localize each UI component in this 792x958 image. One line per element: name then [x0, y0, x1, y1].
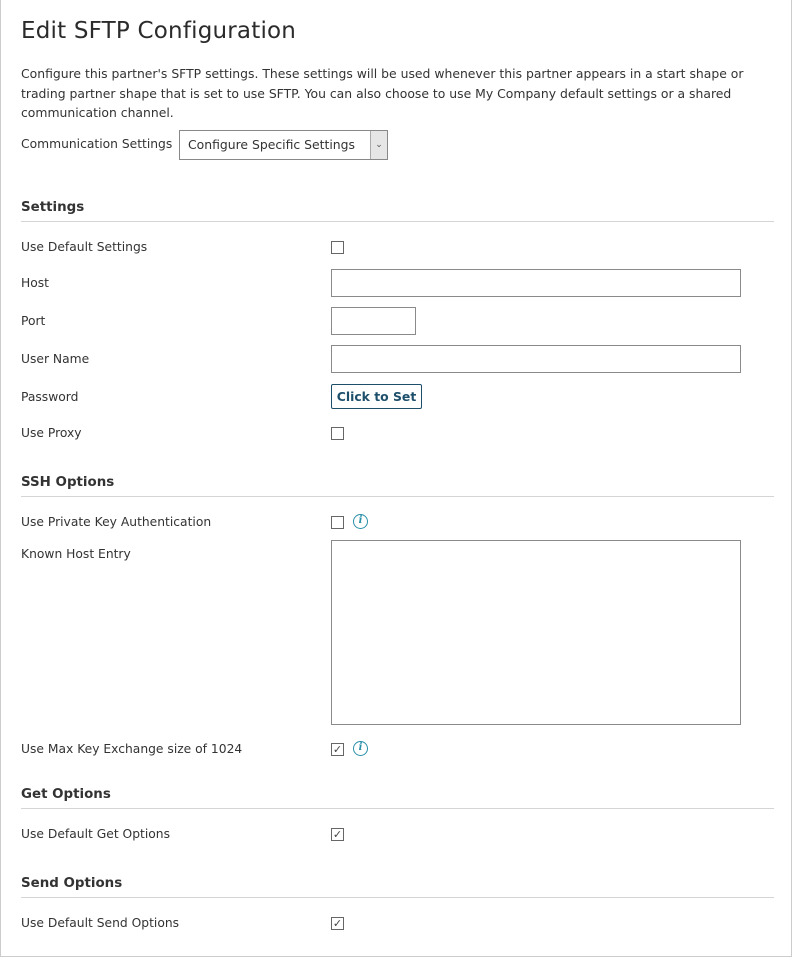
section-ssh-options: SSH Options — [21, 475, 774, 497]
max-key-label: Use Max Key Exchange size of 1024 — [21, 742, 243, 756]
use-default-settings-label: Use Default Settings — [21, 240, 148, 254]
max-key-checkbox[interactable]: ✓ — [332, 743, 343, 756]
host-label: Host — [21, 276, 49, 290]
use-default-get-checkbox[interactable]: ✓ — [332, 828, 343, 841]
use-proxy-checkbox[interactable] — [331, 427, 344, 440]
info-icon[interactable]: i — [353, 514, 368, 529]
info-icon[interactable]: i — [353, 741, 368, 756]
section-settings: Settings — [21, 200, 774, 222]
known-host-label: Known Host Entry — [21, 547, 131, 561]
user-name-label: User Name — [21, 352, 90, 366]
port-input[interactable] — [331, 307, 416, 335]
use-proxy-label: Use Proxy — [21, 426, 82, 440]
use-default-settings-checkbox[interactable] — [331, 241, 344, 254]
use-default-send-checkbox[interactable]: ✓ — [332, 917, 343, 930]
chevron-down-icon[interactable]: ⌄ — [370, 131, 387, 159]
private-key-label: Use Private Key Authentication — [21, 515, 212, 529]
section-get-options: Get Options — [21, 787, 774, 809]
communication-settings-select[interactable] — [179, 130, 388, 160]
section-send-options: Send Options — [21, 876, 774, 898]
use-default-get-label: Use Default Get Options — [21, 827, 170, 841]
page-title: Edit SFTP Configuration — [21, 18, 297, 44]
known-host-textarea[interactable] — [331, 540, 741, 725]
description: Configure this partner's SFTP settings. These settings will be used whenever this partner appears in a start shape or trading partner shape that is set to use SFTP. You can also choose to use My Company default settings or a shared communication channel. — [21, 66, 744, 120]
password-label: Password — [21, 390, 79, 404]
select-value: Configure Specific Settings — [188, 137, 355, 152]
communication-settings-label: Communication Settings — [21, 137, 173, 151]
use-default-send-label: Use Default Send Options — [21, 916, 180, 930]
private-key-checkbox[interactable] — [331, 516, 344, 529]
password-set-button[interactable]: Click to Set — [331, 384, 422, 409]
user-name-input[interactable] — [331, 345, 741, 373]
port-label: Port — [21, 314, 46, 328]
host-input[interactable] — [331, 269, 741, 297]
